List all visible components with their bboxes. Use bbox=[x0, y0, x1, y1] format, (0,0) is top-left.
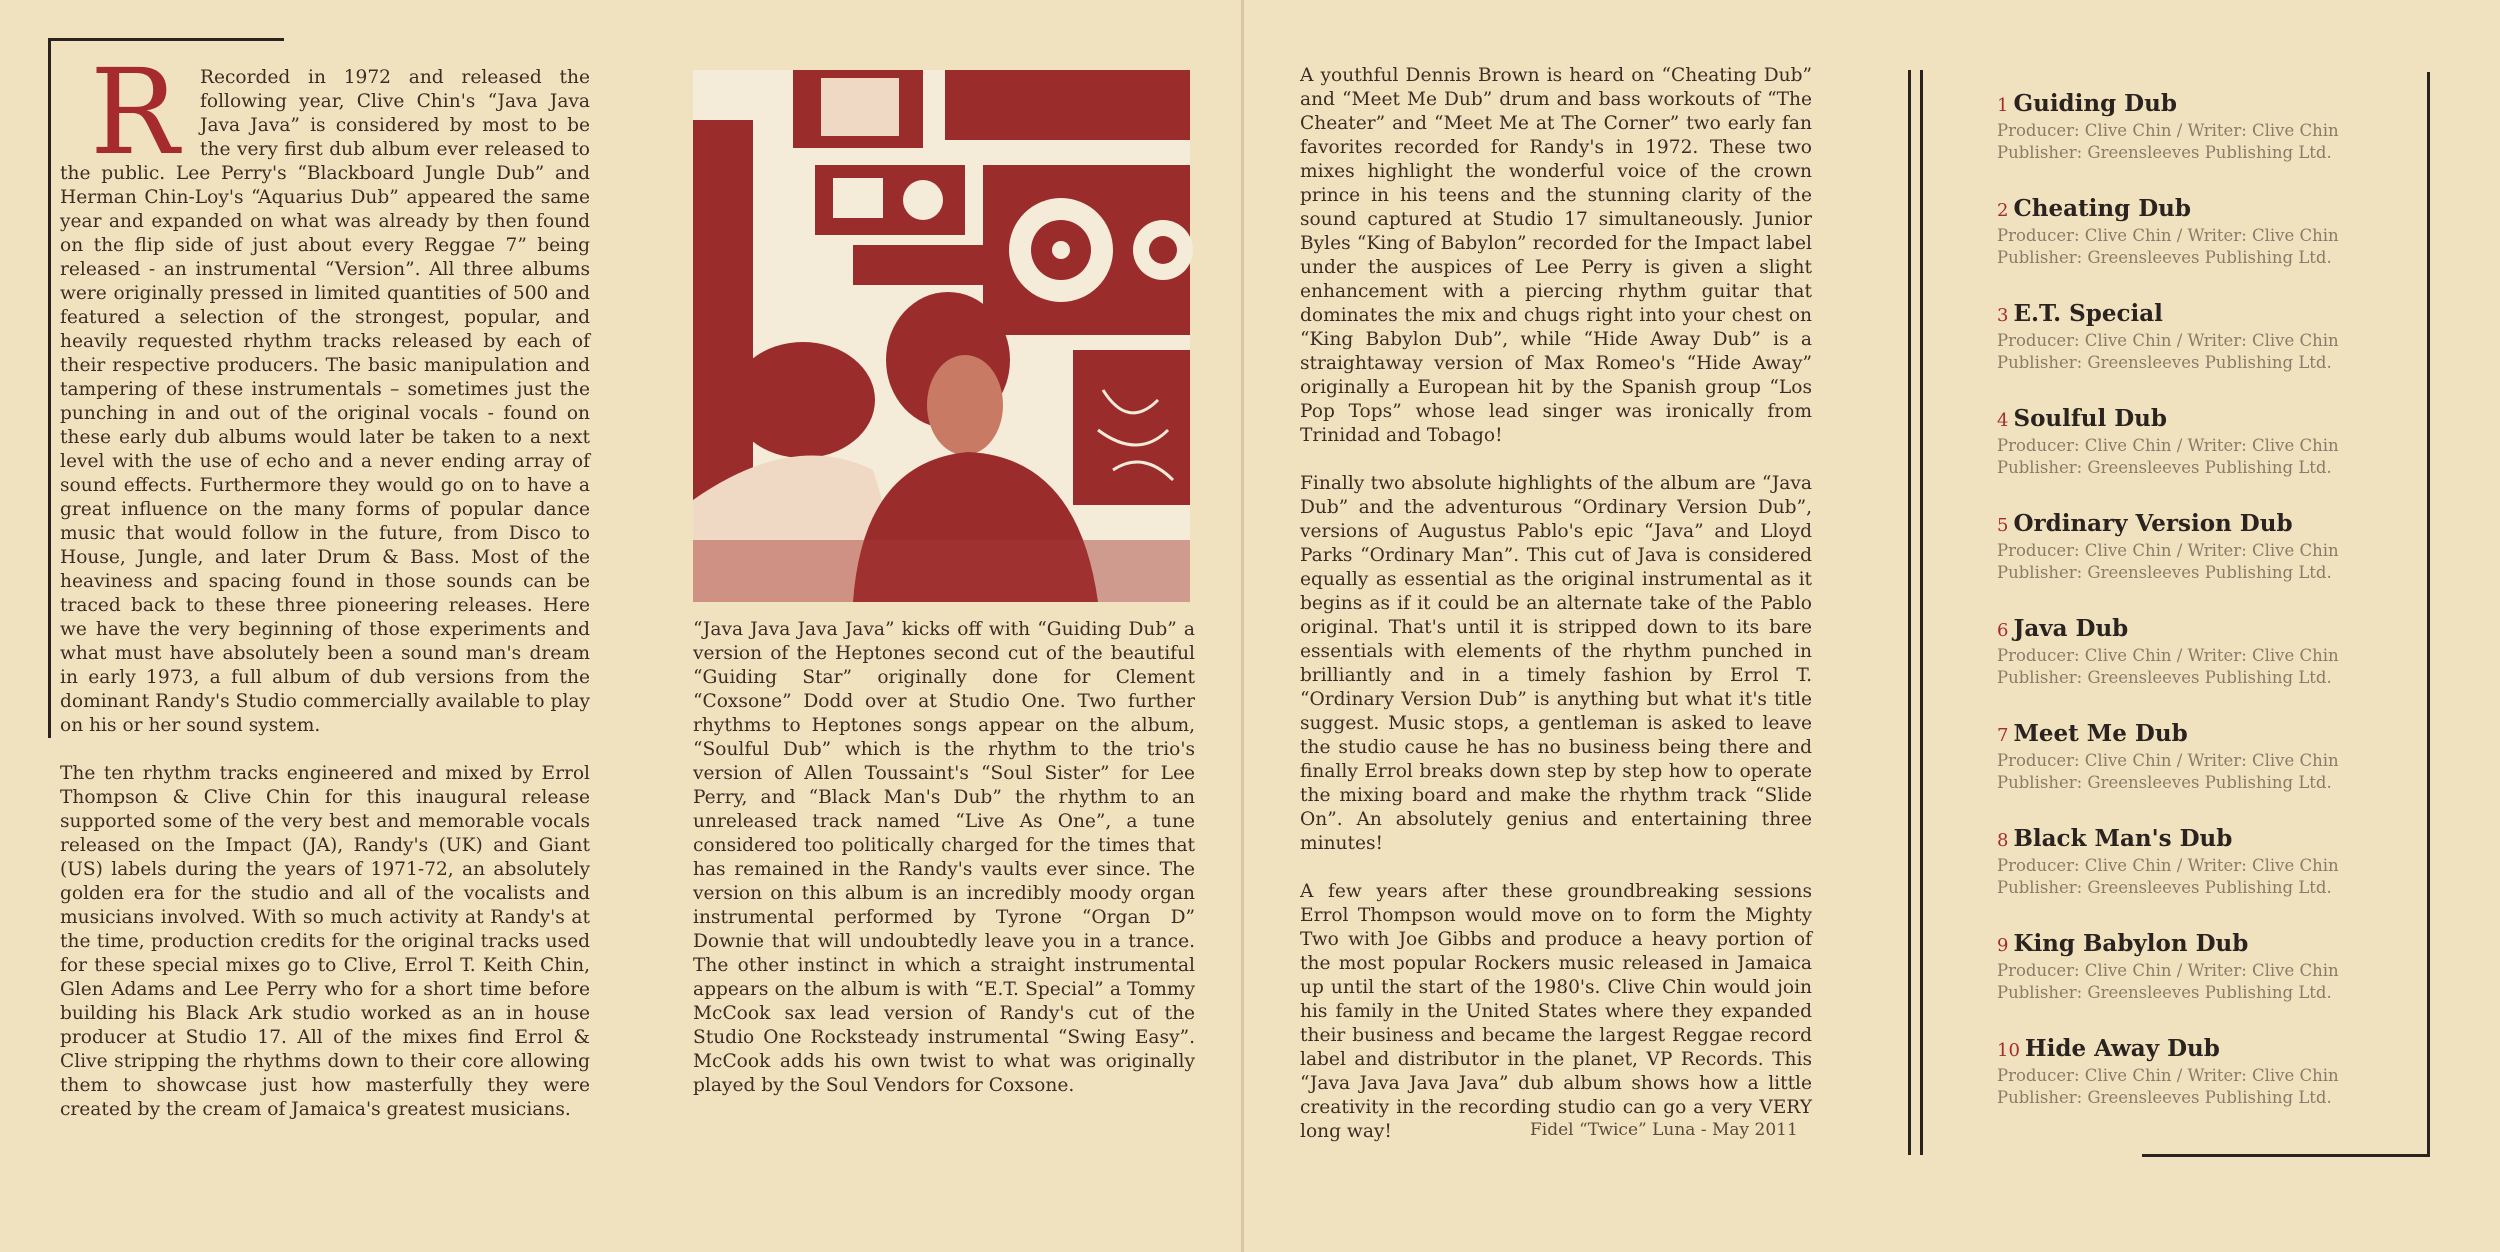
liner-notes-column-2: “Java Java Java Java” kicks off with “Guiding Dub” a version of the Heptones second cut of the beautiful “Guiding Star” originally done for Clement “Coxsone” Dodd over at Studio One. Two further rhythms to Heptones songs appear on the album, “Soulful Dub” which is the rhythm to the trio's version of Allen Toussaint's “Soul Sister” for Lee Perry, and “Black Man's Dub” the rhythm to an unreleased track named “Live As One”, a tune considered too politically charged for the times that has remained in the Randy's vaults ever since. The version on this album is an incredibly moody organ instrumental performed by Tyrone “Organ D” Downie that will undoubtedly leave you in a trance. The other instinct in which a straight instrumental appears on the album is with “E.T. Special” a Tommy McCook sax lead version of Randy's cut of the Studio One Rocksteady instrumental “Swing Easy”. McCook adds his own twist to what was originally played by the Soul Vendors for Coxsone. bbox=[693, 619, 1195, 1096]
track-name: E.T. Special bbox=[2013, 300, 2163, 327]
track-publisher: Publisher: Greensleeves Publishing Ltd. bbox=[1997, 458, 2332, 477]
track-publisher: Publisher: Greensleeves Publishing Ltd. bbox=[1997, 773, 2332, 792]
track-number: 9 bbox=[1997, 935, 2009, 956]
track-number: 10 bbox=[1997, 1040, 2020, 1061]
track-name: Java Dub bbox=[2013, 615, 2129, 642]
track-credit: Producer: Clive Chin / Writer: Clive Chin bbox=[1997, 751, 2339, 770]
track-item bbox=[1997, 825, 2397, 930]
track-credit: Producer: Clive Chin / Writer: Clive Chin bbox=[1997, 646, 2339, 665]
track-list bbox=[1997, 90, 2397, 1140]
track-item bbox=[1997, 1035, 2397, 1140]
track-title bbox=[1997, 720, 2397, 750]
liner-notes-column-1: Recorded in 1972 and released the following year, Clive Chin's “Java Java Java Java” is considered by most to be the very first dub album ever released to the public. Lee Perry's “Blackboard Jungle Dub” and Herman Chin-Loy's “Aquarius Dub” appeared the same year and expanded on what was already by then found on the flip side of just about every Reggae 7” being released - an instrumental “Version”. All three albums were originally pressed in limited quantities of 500 and featured a selection of the strongest, popular, and heavily requested rhythm tracks released by each of their respective producers. The basic manipulation and tampering of these instrumentals – sometimes just the punching in and out of the original vocals - found on these early dub albums would later be taken to a next level with the use of echo and a never ending array of sound effects. Furthermore they would go on to have a great influence on the many forms of popular dance music that would follow in the future, from Disco to House, Jungle, and later Drum & Bass. Most of the heaviness and spacing found in those sounds can be traced back to these three pioneering releases. Here we have the very beginning of those experiments and what must have absolutely been a sound man's dream in early 1973, a full album of dub versions from the dominant Randy's Studio commercially available to play on his or her sound system. The ten rhythm tracks engineered and mixed by Errol Thompson & Clive Chin for this inaugural release supported some of the very best and memorable vocals released on the Impact (JA), Randy's (UK) and Giant (US) labels during the years of 1971-72, an absolutely golden era for the studio and all of the vocalists and musicians involved. With so much activity at Randy's at the time, production credits for the original tracks used for these special mixes go to Clive, Errol T. Keith Chin, Glen Adams and Lee Perry who for a short time before building his Black Ark studio worked as an in house producer at Studio 17. All of the mixes find Errol & Clive stripping the rhythms down to their core allowing them to showcase just how masterfully they were created by the cream of Jamaica's greatest musicians. bbox=[60, 67, 590, 1120]
drop-cap: R bbox=[90, 43, 179, 181]
track-item bbox=[1997, 195, 2397, 300]
track-title bbox=[1997, 300, 2397, 330]
track-name: Ordinary Version Dub bbox=[2013, 510, 2293, 537]
track-name: Meet Me Dub bbox=[2013, 720, 2188, 747]
track-title bbox=[1997, 930, 2397, 960]
track-name: Black Man's Dub bbox=[2013, 825, 2233, 852]
track-credit: Producer: Clive Chin / Writer: Clive Chin bbox=[1997, 961, 2339, 980]
track-title bbox=[1997, 405, 2397, 435]
track-item bbox=[1997, 300, 2397, 405]
track-credit: Producer: Clive Chin / Writer: Clive Chin bbox=[1997, 541, 2339, 560]
track-number: 2 bbox=[1997, 200, 2009, 221]
track-credit: Producer: Clive Chin / Writer: Clive Chin bbox=[1997, 856, 2339, 875]
track-publisher: Publisher: Greensleeves Publishing Ltd. bbox=[1997, 668, 2332, 687]
top-left-bracket bbox=[48, 38, 284, 41]
track-number: 8 bbox=[1997, 830, 2009, 851]
track-number: 4 bbox=[1997, 410, 2009, 431]
track-title bbox=[1997, 195, 2397, 225]
track-number: 6 bbox=[1997, 620, 2009, 641]
signature: Fidel “Twice” Luna - May 2011 bbox=[1530, 1120, 1798, 1140]
track-title bbox=[1997, 1035, 2397, 1065]
track-publisher: Publisher: Greensleeves Publishing Ltd. bbox=[1997, 143, 2332, 162]
track-number: 5 bbox=[1997, 515, 2009, 536]
track-number: 7 bbox=[1997, 725, 2009, 746]
frame-left-line-2 bbox=[1920, 70, 1923, 1155]
studio-photo bbox=[693, 70, 1190, 602]
track-name: King Babylon Dub bbox=[2013, 930, 2249, 957]
frame-bottom-line bbox=[2142, 1154, 2430, 1157]
track-name: Cheating Dub bbox=[2013, 195, 2191, 222]
track-publisher: Publisher: Greensleeves Publishing Ltd. bbox=[1997, 1088, 2332, 1107]
left-bracket-line bbox=[48, 38, 51, 738]
track-number: 1 bbox=[1997, 95, 2009, 116]
frame-left-line-1 bbox=[1908, 70, 1911, 1155]
track-title bbox=[1997, 825, 2397, 855]
track-credit: Producer: Clive Chin / Writer: Clive Chin bbox=[1997, 1066, 2339, 1085]
track-publisher: Publisher: Greensleeves Publishing Ltd. bbox=[1997, 983, 2332, 1002]
track-item bbox=[1997, 510, 2397, 615]
track-name: Hide Away Dub bbox=[2024, 1035, 2220, 1062]
frame-right-line bbox=[2427, 72, 2430, 1157]
track-title bbox=[1997, 90, 2397, 120]
track-item bbox=[1997, 930, 2397, 1035]
track-name: Soulful Dub bbox=[2013, 405, 2167, 432]
track-item bbox=[1997, 720, 2397, 825]
track-item bbox=[1997, 615, 2397, 720]
track-number: 3 bbox=[1997, 305, 2009, 326]
liner-notes-column-3: A youthful Dennis Brown is heard on “Cheating Dub” and “Meet Me Dub” drum and bass workouts of “The Cheater” and “Meet Me at The Corner” two early fan favorites recorded for Randy's in 1972. These two mixes highlight the wonderful voice of the crown prince in his teens and the stunning clarity of the sound captured at Studio 17 simultaneously. Junior Byles “King of Babylon” recorded for the Impact label under the auspices of Lee Perry is given a slight enhancement with a piercing rhythm guitar that dominates the mix and chugs right into your chest on “King Babylon Dub”, while “Hide Away Dub” is a straightaway version of Max Romeo's “Hide Away” originally a European hit by the Spanish group “Los Pop Tops” whose lead singer was ironically from Trinidad and Tobago! Finally two absolute highlights of the album are “Java Dub” and the adventurous “Ordinary Version Dub”, versions of Augustus Pablo's epic “Java” and Lloyd Parks “Ordinary Man”. This cut of Java is considered equally as essential as the original instrumental as it begins as if it could be an alternate take of the Pablo original. That's until it is stripped down to its bare essentials with elements of the rhythm punched in brilliantly and in a timely fashion by Errol T. “Ordinary Version Dub” is anything but what it's title suggest. Music stops, a gentleman is asked to leave the studio cause he has no business being there and finally Errol breaks down step by step how to operate the mixing board and make the rhythm track “Slide On”. An absolutely genius and entertaining three minutes! A few years after these groundbreaking sessions Errol Thompson would move on to form the Mighty Two with Joe Gibbs and produce a heavy portion of the most popular Rockers music released in Jamaica up until the start of the 1980's. Clive Chin would join his family in the United States where they expanded their business and became the largest Reggae record label and distributor in the planet, VP Records. This “Java Java Java Java” dub album shows how a little creativity in the recording studio can go a very VERY long way! bbox=[1300, 65, 1812, 1142]
track-credit: Producer: Clive Chin / Writer: Clive Chin bbox=[1997, 436, 2339, 455]
track-credit: Producer: Clive Chin / Writer: Clive Chin bbox=[1997, 331, 2339, 350]
track-publisher: Publisher: Greensleeves Publishing Ltd. bbox=[1997, 563, 2332, 582]
track-publisher: Publisher: Greensleeves Publishing Ltd. bbox=[1997, 878, 2332, 897]
track-credit: Producer: Clive Chin / Writer: Clive Chin bbox=[1997, 121, 2339, 140]
track-publisher: Publisher: Greensleeves Publishing Ltd. bbox=[1997, 248, 2332, 267]
track-publisher: Publisher: Greensleeves Publishing Ltd. bbox=[1997, 353, 2332, 372]
track-title bbox=[1997, 615, 2397, 645]
track-item bbox=[1997, 405, 2397, 510]
track-item bbox=[1997, 90, 2397, 195]
track-title bbox=[1997, 510, 2397, 540]
track-name: Guiding Dub bbox=[2013, 90, 2177, 117]
center-fold bbox=[1241, 0, 1244, 1252]
track-credit: Producer: Clive Chin / Writer: Clive Chin bbox=[1997, 226, 2339, 245]
